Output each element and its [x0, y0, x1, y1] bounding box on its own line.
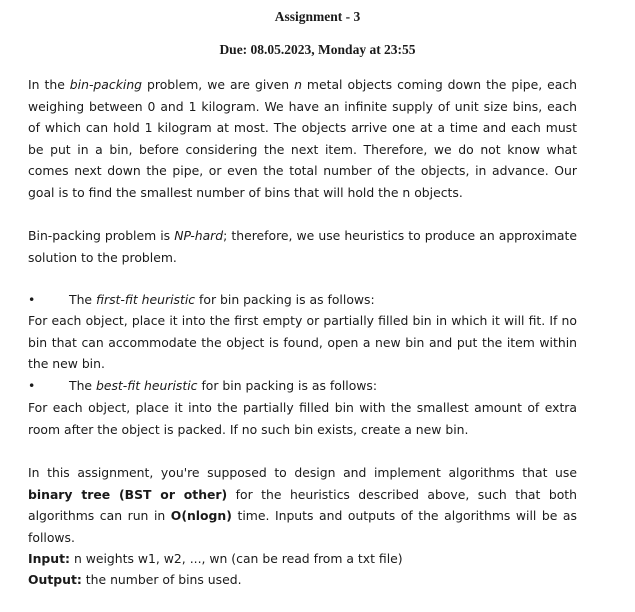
- np-text-1: Bin-packing problem is: [28, 228, 175, 243]
- intro-text-3: metal objects coming down the pipe, each weighing between 0 and 1 kilogram. We have an infinite supply of unit size bins, each of which can hold 1 kilogram at most. The objects arrive one at a time and each must be put in a bin, before considering the next item. Therefore, we do not know what comes next down the pipe, or even the total number of the objects, in advance. Our goal is to find the smallest number of bins that will hold the n objects.: [28, 77, 577, 200]
- output-label: Output:: [28, 572, 82, 587]
- input-line: [28, 548, 577, 570]
- output-text: the number of bins used.: [81, 572, 242, 587]
- first-fit-heading: [28, 289, 577, 311]
- due-date: Due: 08.05.2023, Monday at 23:55: [219, 42, 416, 57]
- assignment-title: Assignment - 3: [274, 9, 361, 24]
- task-text-2: for the heuristics described above, such that both algorithms can run in: [28, 486, 577, 523]
- task-bold-1: binary tree (BST or other): [28, 486, 228, 502]
- np-text-2: ; therefore, we use heuristics to produce an approximate solution to the problem.: [28, 228, 577, 265]
- bullet-icon: •: [28, 378, 36, 393]
- first-fit-post: for bin packing is as follows:: [195, 292, 375, 307]
- intro-term: bin-packing: [69, 77, 143, 92]
- task-text-1: In this assignment, you're supposed to design and implement algorithms that use: [28, 465, 577, 480]
- intro-text-2: problem, we are given: [142, 77, 295, 92]
- first-fit-term: first-fit heuristic: [95, 292, 196, 307]
- best-fit-pre: The: [69, 378, 96, 393]
- task-text-3: time. Inputs and outputs of the algorithms will be as follows.: [28, 508, 577, 545]
- first-fit-description: For each object, place it into the first empty or partially filled bin in which it will fit. If no bin that can accommodate the object is found, open a new bin and put the item within the new bin.: [28, 313, 577, 371]
- intro-n: n: [294, 77, 302, 92]
- best-fit-heading: [28, 375, 577, 397]
- input-label: Input:: [28, 551, 70, 566]
- intro-text-1: In the: [28, 77, 70, 92]
- first-fit-pre: The: [69, 292, 96, 307]
- intro-paragraph: [28, 74, 577, 203]
- input-text: n weights w1, w2, ..., wn (can be read from a txt file): [70, 551, 403, 566]
- task-paragraph: [28, 462, 577, 548]
- np-paragraph: [28, 225, 577, 268]
- best-fit-post: for bin packing is as follows:: [197, 378, 378, 393]
- output-line: [28, 569, 577, 591]
- best-fit-description: For each object, place it into the partially filled bin with the smallest amount of extra room after the object is packed. If no such bin exists, create a new bin.: [28, 400, 577, 437]
- np-term: NP-hard: [174, 228, 224, 243]
- task-bold-2: O(nlogn): [170, 508, 232, 523]
- best-fit-term: best-fit heuristic: [95, 378, 198, 393]
- bullet-icon: •: [28, 292, 36, 307]
